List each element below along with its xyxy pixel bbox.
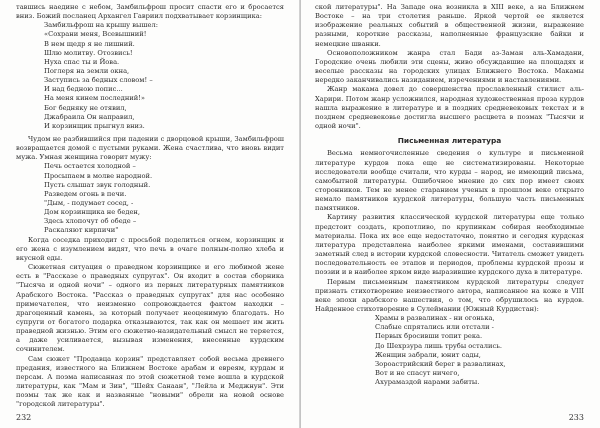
poem-line: Бог бедняку не отявил, [44, 103, 127, 112]
poem-line: Печь остается холодной – [44, 162, 136, 171]
paragraph: Чудом не разбившийся при падении с дворцовой крыши, Замбильфрош возвращается домой с пустыми руками. Жена счастлива, что вновь видит мужа. Умная женщина говорит мужу: [16, 135, 284, 162]
poem-line: Замбильфрош на крышу вышел: [44, 21, 159, 30]
poem-line: И корзинщик прыгнул вниз. [44, 121, 145, 130]
poem-line: На меня кинем последний!» [44, 94, 145, 103]
paragraph: Картину развития классической курдской литературы еще только предстоит создать, кропотливо, по крупинкам собирая необходимые материалы. Пока их все еще недостаточно, понятно и сегодня курдская литература представлена наиболее яркими именами, составившими заметный след в истории курдской словесности. Читатель сможет увидеть последовательность ее этапов и периодов, проблемы курдской прозы и поэзии и в наиболее ярком виде выразившие курдского духа в литературе. [315, 213, 584, 277]
paragraph: Жанр макама довел до совершенства прославленный стилист аль-Харири. Потом жанр усложнился, народная художественная проза курдов нашла выражение в литературе и в поздних средневековых текстах и в позднем средневековье достигла высшего расцвета в поэмах "Тысячи и одной ночи". [315, 85, 584, 131]
poem-line: Слабые спрятались или отстали - [375, 323, 494, 332]
poem-line: До Шехрзура лишь трубы остались. [375, 341, 502, 350]
poem-line: Шлю молитву. Отозвись! [44, 48, 133, 57]
paragraph: Весьма немногочисленные сведения о культуре и письменной литературе курдов пока еще не систематизированы. Некоторые исследователи вообще считали, что курды – народ, не имеющий письма, самобытной литературы. Ошибочное мнение до сих пор имеет своих сторонников. Тем не менее старанием ученых в прошлом веке открыто немало памятников курдской литературы, большую часть письменных памятников. [315, 149, 584, 213]
poem-line: "Дым, - подумает сосед, - [44, 199, 134, 208]
paragraph: Когда соседка приходит с просьбой поделиться огнем, корзинщик и его жена с изумлением видят, что печь в очаге полным-полно хлеба и вкусной еды. [16, 235, 284, 262]
section-heading: Письменная литература [397, 136, 502, 146]
poem-line: Раскаляют кирпичи" [44, 226, 119, 235]
intro-paragraph: тавшись наедине с небом, Замбильфрош просит спасти его и бросается вниз. Божий посланец Архангел Гавриил подхватывает корзинщика: [16, 3, 284, 21]
poem-line: Просыпаем в молве народной. [44, 171, 153, 180]
right-page [301, 0, 600, 428]
poem-line: Дом корзинщика не беден, [44, 208, 140, 217]
page-number-left: 232 [16, 413, 32, 422]
left-page [0, 0, 299, 428]
poem-line: Ахурамаздой нарами забиты. [375, 378, 480, 387]
poem-wife [16, 162, 284, 235]
poem-line: Джабраила Он направил, [44, 112, 135, 121]
poem-line: В нем щедр я не лишний. [44, 39, 135, 48]
paragraph: Первым письменным памятником курдской литературы следует признать стихотворение неизвестного автора, написанное на коже в VIII веке эпохи арабского нашествия, о том, что обрушилось на курдов. Найденное стихотворение в Сулеймании (Южный Курдистан): [315, 277, 584, 313]
poem-zambilfrosh [16, 21, 284, 131]
poem-line: Здесь хлопочут об обеде – [44, 217, 137, 226]
right-page-text [315, 3, 584, 406]
poem-line: Пусть слышат звук голодный. [44, 180, 151, 189]
paragraph: Сюжетная ситуация о праведном корзинщике и его любимой жене есть в "Рассказе о праведных супругах". Он входит в состав сборника "Тысяча и одной ночи" – одного из первых литературных памятников Арабского Востока. "Рассказ о праведных супругах" для нас особенно примечателен, что неизменно сопровождается фактом находки – драгоценный камень, за который получает неоценимую благодать. Но супруги от богатого подарка отказываются, так как он мешает им жить праведной жизнью. Этим его сюжетно-назидательный смысл не теряется, а даже усиливается, вызывая изменения, внесенные курдским сочинителем. [16, 263, 284, 354]
page-number-right: 233 [568, 413, 584, 422]
poem-line: Вот и не спасут ничего, [375, 369, 460, 377]
poem-line: Нуха спас ты и Йова. [44, 57, 120, 66]
poem-line: Поглеря на земли окна, [44, 67, 130, 76]
poem-line: Женщин забрали, юнит сады, [375, 350, 481, 359]
poem-line: «Сохрани меня, Всевышний! [44, 30, 147, 39]
poem-line: Заступись за бедных словом! – [44, 76, 153, 85]
paragraph: Сам сюжет "Продавца корзин" представляет собой весьма древнего предания, известного на Ближнем Востоке арабам и евреям, курдам и персам. А поэма написанная по этой сюжетной теме вошла в курдской литературы, как "Мам и Зин", "Шейх Санаан", "Лейла и Меджнун". Эти поэмы так же как и названные "новыми" обрели на новой основе "городской литературы". [16, 354, 284, 409]
paragraph: Основоположником жанра стал Бади аз-Заман аль-Хамадани, Городские очень любили эти сцены, живо обсуждавшие на площадях и веселые рассказы на городских улицах Ближнего Востока. Макамы нередко заканчивались назиданием, изречениями и наставлениями. [315, 48, 584, 85]
poem-line: Зороастрийский берег в развалинах, [375, 359, 506, 368]
poem-line: Храмы в развалинах - ни огонька, [375, 314, 495, 323]
left-page-text [16, 3, 284, 409]
paragraph: ской литературы". На Западе она возникла в XIII веке, а на Ближнем Востоке – на три столетия раньше. Яркой чертой ее является изображение реальных событий в общественной жизни, выражение разными, короткие рассказы, наполненные французские байки и немецкие шванки. [315, 3, 584, 48]
poem-ruins [315, 314, 584, 387]
poem-line: Разведем огонь в печи. [44, 189, 127, 198]
poem-line: И над бедною попис... [44, 85, 123, 94]
poem-line: Первых бросивши топит река. [375, 332, 483, 341]
